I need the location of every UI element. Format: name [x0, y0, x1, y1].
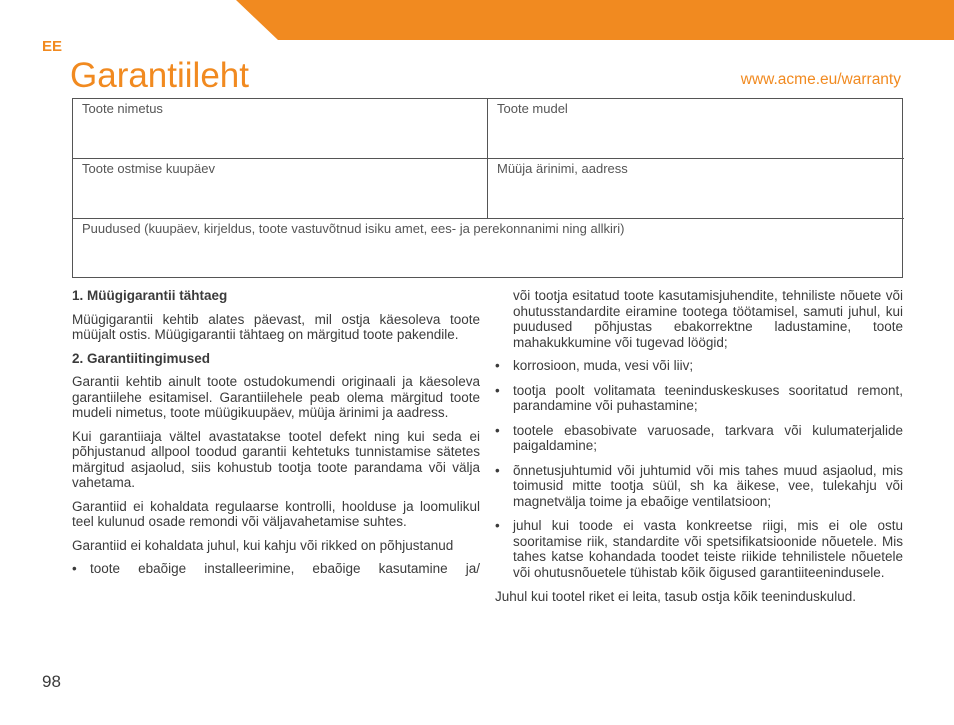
bullet-mark: •: [495, 358, 500, 373]
bullet-text: juhul kui toode ei vasta konkreetse riigi, mis ei ole ostu sooritamise riik, standardite või spetsifikatsioonide nõuetele. Mis tahes katse kohandada toodet teiste riikide tehnilistele nõuetele või ohutusnõuetele tühistab kõik õigused garantiiteenindusele.: [513, 518, 903, 580]
paragraph: Juhul kui tootel riket ei leita, tasub ostja kõik teeninduskulud.: [495, 589, 856, 604]
field-label: Toote mudel: [497, 101, 568, 116]
field-label: Toote ostmise kuupäev: [82, 161, 215, 176]
page-number: 98: [42, 672, 61, 691]
bullet-text: õnnetusjuhtumid või juhtumid või mis tahes muud asjaolud, mis toimusid mitte tootja süül, sh ka äikese, vee, tulekahju või magnetvälja toime ja ebaõige ventilatsioon;: [513, 462, 903, 509]
warranty-url-link[interactable]: www.acme.eu/warranty: [740, 71, 901, 88]
field-defects[interactable]: [73, 219, 904, 277]
bullet-mark: •: [495, 462, 500, 478]
bullet-item: [495, 358, 903, 374]
bullet-continuation: või tootja esitatud toote kasutamisjuhendite, tehniliste nõuete või ohutusstandardite eiramine tootega töötamisel, samuti juhul, kui puudused põhjustas ebakorrektne ladustamine, toote mahakukkumine või tugevad löögid;: [513, 288, 903, 350]
bullet-mark: •: [72, 561, 77, 576]
field-label: Müüja ärinimi, aadress: [497, 161, 628, 176]
bullet-item: [495, 423, 903, 454]
bullet-item: [495, 383, 903, 414]
header-accent-band: [236, 0, 954, 40]
bullet-text: tootja poolt volitamata teeninduskeskuses sooritatud remont, parandamine või puhastamine;: [513, 382, 903, 413]
bullet-item: [495, 518, 903, 580]
field-purchase-date[interactable]: [73, 159, 488, 219]
bullet-item: [72, 561, 480, 577]
section-heading: 2. Garantiitingimused: [72, 350, 211, 366]
field-label: Toote nimetus: [82, 101, 163, 116]
warranty-form: [72, 98, 903, 278]
field-label: Puudused (kuupäev, kirjeldus, toote vastuvõtnud isiku amet, ees- ja perekonnanimi ning allkiri): [82, 221, 625, 236]
paragraph: Garantii kehtib ainult toote ostudokumendi originaali ja käesoleva garantiilehe esitamisel. Garantiilehele peab olema märgitud toote mudeli nimetus, toote müügikuupäev, müüja ärinimi ja aadress.: [72, 374, 480, 420]
field-product-name[interactable]: [73, 99, 488, 159]
paragraph: Müügigarantii kehtib alates päevast, mil ostja käesoleva toote müüjalt ostis. Müügigarantii tähtaeg on märgitud toote pakendile.: [72, 311, 480, 342]
text-column-left: [72, 288, 480, 586]
text-column-right: [495, 288, 903, 613]
page-title: Garantiileht: [70, 56, 249, 95]
bullet-mark: •: [495, 422, 500, 438]
paragraph: Kui garantiiaja vältel avastatakse tootel defekt ning kui seda ei põhjustanud allpool toodud garantii kehtetuks tunnistamise sätetes märgitud asjaolud, siis kohustub tootja toote parandama või välja vahetama.: [72, 428, 480, 490]
bullet-text: korrosioon, muda, vesi või liiv;: [513, 358, 694, 373]
section-heading: 1. Müügigarantii tähtaeg: [72, 288, 228, 303]
field-product-model[interactable]: [488, 99, 904, 159]
bullet-mark: •: [495, 518, 500, 533]
paragraph: Garantiid ei kohaldata juhul, kui kahju või rikked on põhjustanud: [72, 537, 454, 553]
bullet-mark: •: [495, 382, 500, 398]
bullet-item: [495, 463, 903, 510]
field-seller[interactable]: [488, 159, 904, 219]
bullet-text: toote ebaõige installeerimine, ebaõige kasutamine ja/: [90, 561, 480, 576]
paragraph: Garantiid ei kohaldata regulaarse kontrolli, hoolduse ja loomulikul teel kulunud osade remondi või väljavahetamise suhtes.: [72, 498, 480, 529]
language-code: EE: [42, 38, 63, 55]
bullet-text: tootele ebasobivate varuosade, tarkvara või kulumaterjalide paigaldamine;: [513, 422, 903, 453]
